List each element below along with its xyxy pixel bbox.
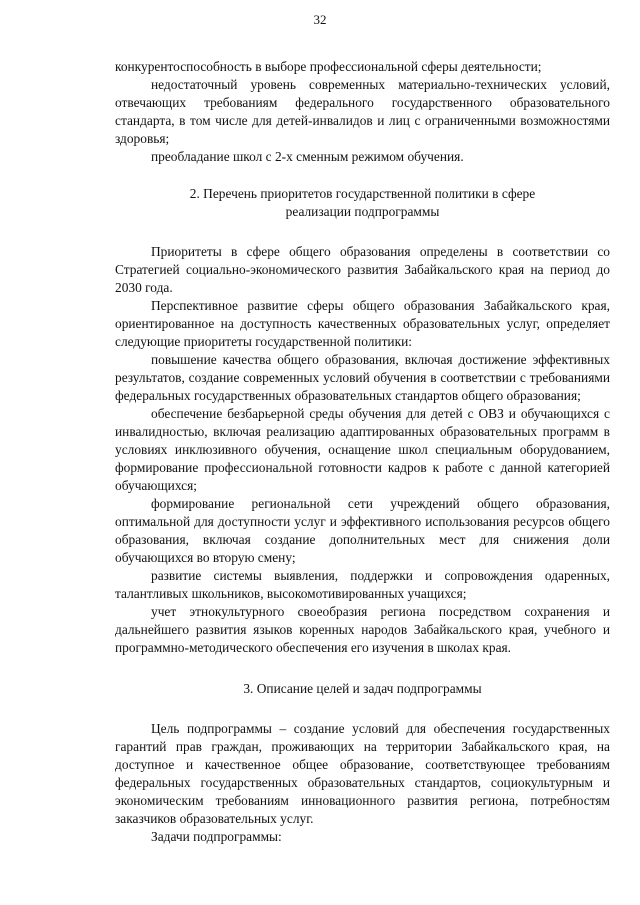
section-2-heading-line2: реализации подпрограммы [285,204,440,219]
intro-paragraph: конкурентоспособность в выборе профессиональной сферы деятельности; [115,59,542,74]
document-body [115,58,610,846]
page-number: 32 [313,12,327,27]
section-3-paragraph: Цель подпрограммы – создание условий для обеспечения государственных гарантий прав граждан, проживающих на территории Забайкальского края, на доступное и качественное общее образование, соответствующее требованиям федеральных государственных образовательных стандартов, социокультурным и экономическим требованиям инновационного развития региона, потребностям заказчиков образовательных услуг. [115,721,610,826]
priority-item: формирование региональной сети учреждений общего образования, оптимальной для доступности услуг и эффективного использования ресурсов общего образования, включая создание дополнительных мест для снижения доли обучающихся во вторую смену; [115,496,610,565]
section-2-heading [115,185,610,221]
priority-item: учет этнокультурного своеобразия региона посредством сохранения и дальнейшего развития языков коренных народов Забайкальского края, учебного и программно-методического обеспечения его изучения в школах края. [115,604,610,655]
priority-item: развитие системы выявления, поддержки и сопровождения одаренных, талантливых школьников, высокомотивированных учащихся; [115,568,610,601]
priority-item: обеспечение безбарьерной среды обучения для детей с ОВЗ и обучающихся с инвалидностью, включая реализацию адаптированных образовательных программ в условиях инклюзивного обучения, оснащение школ специальным оборудованием, формирование профессиональной готовности кадров к работе с данной категорией обучающихся; [115,406,610,493]
intro-paragraph: преобладание школ с 2-х сменным режимом обучения. [151,149,464,164]
intro-paragraph: недостаточный уровень современных материально-технических условий, отвечающих требованиям федерального государственного образовательного стандарта, в том числе для детей-инвалидов и лиц с ограниченными возможностями здоровья; [115,77,610,146]
section-2-paragraph: Перспективное развитие сферы общего образования Забайкальского края, ориентированное на доступность качественных образовательных услуг, определяет следующие приоритеты государственной политики: [115,298,610,349]
priority-item: повышение качества общего образования, включая достижение эффективных результатов, создание современных условий обучения в соответствии с требованиями федеральных государственных образовательных стандартов общего образования; [115,352,610,403]
section-3-paragraph: Задачи подпрограммы: [151,829,282,844]
section-3-heading: 3. Описание целей и задач подпрограммы [243,681,482,696]
section-2-heading-line1: 2. Перечень приоритетов государственной политики в сфере [189,186,536,201]
section-2-paragraph: Приоритеты в сфере общего образования определены в соответствии со Стратегией социально-экономического развития Забайкальского края на период до 2030 года. [115,244,610,295]
